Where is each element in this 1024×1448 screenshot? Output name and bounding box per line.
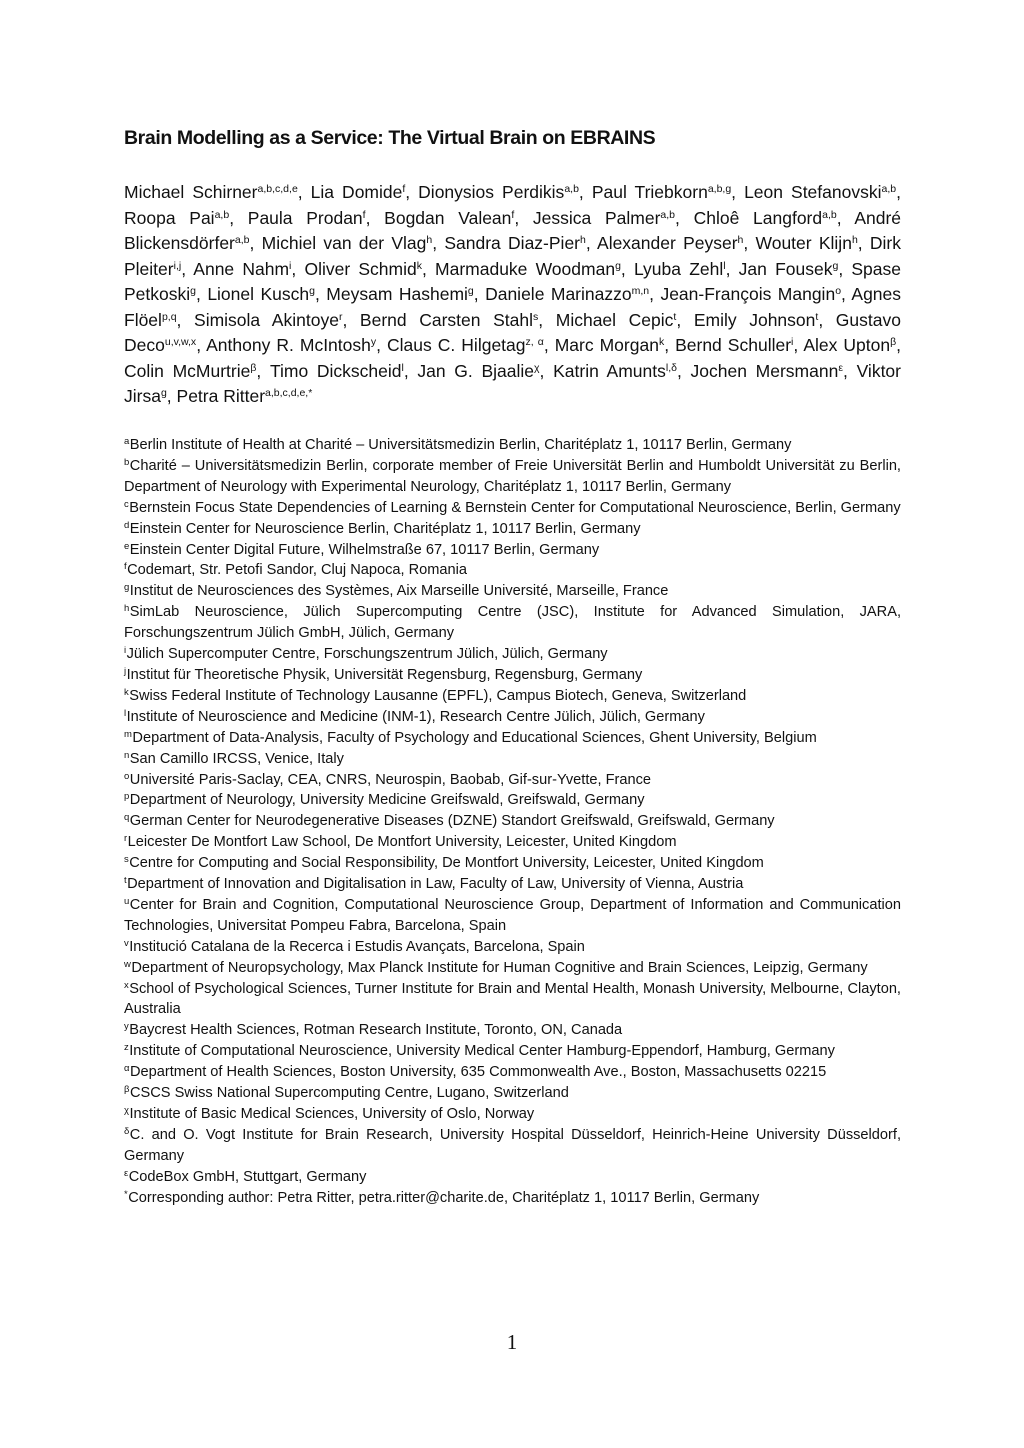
author-affiliation-marker: χ xyxy=(534,361,540,374)
affiliation-key: n xyxy=(124,749,130,761)
author-affiliation-marker: t xyxy=(673,310,677,323)
affiliation xyxy=(124,1020,901,1041)
author xyxy=(634,259,726,279)
affiliation-key: i xyxy=(124,645,127,657)
author-name: Emily Johnson xyxy=(693,309,816,330)
author-affiliation-marker: u,v,w,x xyxy=(164,336,197,348)
author-affiliation-marker: g xyxy=(190,285,196,297)
author xyxy=(435,259,621,279)
author xyxy=(756,233,858,253)
author-name: Leon Stefanovski xyxy=(744,182,882,202)
affiliation-key: c xyxy=(124,498,129,510)
author-affiliation-marker: f xyxy=(511,208,515,221)
affiliation xyxy=(124,1062,901,1083)
affiliation-key: a xyxy=(124,436,130,447)
author-affiliation-marker: o xyxy=(835,285,842,297)
affiliation xyxy=(124,1041,901,1062)
author-name: Dionysios Perdikis xyxy=(418,182,565,202)
affiliation-text: C. and O. Vogt Institute for Brain Research, University Hospital Düsseldorf, Heinrich-Heine University Düsseldorf, Germany xyxy=(124,1126,901,1164)
affiliation-text: Institute of Computational Neuroscience, University Medical Center Hamburg-Eppendorf, Hamburg, Germany xyxy=(129,1043,835,1060)
author xyxy=(207,284,315,304)
author-name: Anthony R. McIntosh xyxy=(206,335,371,355)
author xyxy=(124,361,256,381)
affiliation-text: Corresponding author: Petra Ritter, petra.ritter@charite.de, Charitéplatz 1, 10117 Berlin, Germany xyxy=(128,1189,760,1206)
author-name: Roopa Pai xyxy=(124,207,215,228)
author xyxy=(304,259,422,279)
author-affiliation-marker: m,n xyxy=(631,285,650,297)
affiliation-text: Institute of Basic Medical Sciences, University of Oslo, Norway xyxy=(129,1106,535,1122)
affiliation-key: f xyxy=(124,561,127,573)
affiliation-text: Department of Health Sciences, Boston University, 635 Commonwealth Ave., Boston, Massachusetts 02215 xyxy=(130,1064,827,1081)
affiliation-key: x xyxy=(124,979,129,991)
author-name: Sandra Diaz-Pier xyxy=(444,233,581,253)
author-affiliation-marker: r xyxy=(338,310,343,323)
author-affiliation-marker: a,b xyxy=(822,208,837,221)
affiliation-key: q xyxy=(124,812,130,824)
affiliation-text: Department of Data-Analysis, Faculty of Psychology and Educational Sciences, Ghent University, Belgium xyxy=(132,729,817,746)
author xyxy=(444,233,586,253)
author-name: Dirk Pleiter xyxy=(124,233,902,279)
author-name: Paula Prodan xyxy=(247,207,363,228)
affiliation-text: Institute of Neuroscience and Medicine (INM-1), Research Centre Jülich, Jülich, Germany xyxy=(126,708,705,725)
affiliation-text: San Camillo IRCSS, Venice, Italy xyxy=(129,750,344,767)
affiliation-key: β xyxy=(124,1084,130,1096)
author-affiliation-marker: ε xyxy=(838,361,844,374)
affiliation-key: s xyxy=(124,854,129,866)
author xyxy=(262,233,433,253)
author-affiliation-marker: g xyxy=(615,259,621,272)
author-name: Lia Domide xyxy=(310,182,403,202)
author-name: Chloê Langford xyxy=(693,207,823,228)
affiliation xyxy=(124,435,901,456)
affiliation-text: Institut de Neurosciences des Systèmes, Aix Marseille Université, Marseille, France xyxy=(129,583,669,600)
author-list: Michael Schirner$^{a,b,c,d,e}$, Lia Domide$^f$, Dionysios Perdikis$^{a,b}$, Paul Triebkorn$^{a,b,g}$, Leon Stefanovski$^{a,b}$, Roopa Pai$^{a,b}$, Paula Prodan$^f$, Bogdan Valean$^f$, Jessica Palmer$^{a,b}$, Chloê Langford$^{a,b}$, André Blickensdörfer$^{a,b}$, Michiel van der Vlag$^h$, Sandra Diaz-Pier$^h$, Alexander Peyser$^h$, Wouter Klijn$^h$, Dirk Pleiter$^{i,j}$, Anne Nahm$^i$, Oliver Schmid$^k$, Marmaduke Woodman$^g$, Lyuba Zehl$^l$, Jan Fousek$^g$, Spase Petkoski$^g$, Lionel Kusch$^g$, Meysam Hashemi$^g$, Daniele Marinazzo$^{m,n}$, Jean-François Mangin$^o$, Agnes Flöel$^{p,q}$, Simisola Akintoye$^r$, Bernd Carsten Stahl$^s$, Michael Cepic$^t$, Emily Johnson$^t$, Gustavo Deco$^{u,v,w,x}$, Anthony R. McIntosh$^y$, Claus C. Hilgetag$^{z, \alpha}$, Marc Morgan$^k$, Bernd Schuller$^i$, Alex Upton$^\beta$, Colin McMurtrie$^\beta$, Timo Dickscheid$^l$, Jan G. Bjaalie$^\chi$, Katrin Amunts$^{l,\delta}$, Jochen Mersmann$^\varepsilon$, Viktor Jirsa$^g$, Petra Ritter$^{a,b,c,d,e,*}$ xyxy=(124,182,902,406)
author-affiliation-marker: g xyxy=(467,285,474,297)
affiliation xyxy=(124,686,901,707)
author-affiliation-marker: f xyxy=(362,208,366,221)
affiliation xyxy=(124,749,901,770)
author-affiliation-marker: a,b,c,d,e xyxy=(257,183,298,195)
author-affiliation-marker: l xyxy=(401,361,404,374)
affiliation-text: Baycrest Health Sciences, Rotman Research Institute, Toronto, ON, Canada xyxy=(129,1022,623,1039)
author xyxy=(384,208,514,228)
affiliation xyxy=(124,937,901,958)
author-name: Jan G. Bjaalie xyxy=(417,360,535,381)
author-name: Viktor Jirsa xyxy=(124,360,901,406)
affiliation xyxy=(124,811,901,832)
author-name: Simisola Akintoye xyxy=(194,309,339,330)
author-affiliation-marker: a,b xyxy=(234,234,250,246)
affiliation xyxy=(124,707,901,728)
author xyxy=(326,284,473,304)
author-name: Alex Upton xyxy=(803,335,891,355)
affiliation-key: r xyxy=(124,833,128,845)
affiliation xyxy=(124,1104,901,1125)
paper-title: Brain Modelling as a Service: The Virtual Brain on EBRAINS xyxy=(124,127,656,149)
author-affiliation-marker: h xyxy=(426,234,433,246)
affiliation xyxy=(124,1188,901,1209)
affiliation-key: δ xyxy=(124,1125,130,1137)
affiliation-key: p xyxy=(124,791,130,803)
affiliation xyxy=(124,602,901,644)
author-name: Jean-François Mangin xyxy=(660,284,836,304)
author-name: Bogdan Valean xyxy=(384,207,512,228)
affiliation xyxy=(124,519,901,540)
author xyxy=(691,361,843,381)
affiliation-text: Centre for Computing and Social Responsibility, De Montfort University, Leicester, United Kingdom xyxy=(129,855,764,872)
author-affiliation-marker: i xyxy=(791,336,794,348)
author-name: Paul Triebkorn xyxy=(591,182,708,202)
author xyxy=(417,361,539,381)
author xyxy=(675,335,793,355)
affiliation xyxy=(124,874,901,895)
author-affiliation-marker: z, α xyxy=(525,336,544,348)
author-name: Oliver Schmid xyxy=(304,258,417,279)
affiliation-text: CSCS Swiss National Supercomputing Centre, Lugano, Switzerland xyxy=(129,1085,569,1102)
author-affiliation-marker: β xyxy=(250,361,257,374)
author-name: Michiel van der Vlag xyxy=(261,233,427,253)
author-affiliation-marker: h xyxy=(851,234,858,246)
author xyxy=(418,182,579,202)
author xyxy=(248,208,366,228)
affiliation-key: α xyxy=(124,1063,130,1075)
affiliation xyxy=(124,560,901,581)
affiliation-text: Einstein Center Digital Future, Wilhelmstraße 67, 10117 Berlin, Germany xyxy=(129,541,600,558)
affiliation-text: Center for Brain and Cognition, Computational Neuroscience Group, Department of Information and Communication Technologies, Universitat Pompeu Fabra, Barcelona, Spain xyxy=(124,896,901,934)
affiliation-key: ε xyxy=(124,1167,129,1179)
author-affiliation-marker: l,δ xyxy=(665,361,677,374)
author xyxy=(555,335,665,355)
author-affiliation-marker: a,b xyxy=(214,208,230,221)
author-name: Meysam Hashemi xyxy=(326,284,468,304)
affiliation xyxy=(124,790,901,811)
author xyxy=(124,208,229,228)
author-affiliation-marker: s xyxy=(533,310,539,323)
affiliation-key: v xyxy=(124,937,129,949)
author xyxy=(739,259,839,279)
author-name: Lyuba Zehl xyxy=(633,258,724,279)
author-affiliation-marker: a,b,c,d,e,* xyxy=(265,387,313,399)
affiliation xyxy=(124,832,901,853)
author-affiliation-marker: g xyxy=(160,387,167,399)
affiliation xyxy=(124,979,901,1021)
affiliation xyxy=(124,853,901,874)
page-number: 1 xyxy=(506,1330,518,1354)
author xyxy=(311,182,406,202)
author xyxy=(660,284,841,304)
author-name: André Blickensdörfer xyxy=(124,207,902,253)
affiliation-key: l xyxy=(124,707,127,719)
author-affiliation-marker: k xyxy=(416,259,422,272)
affiliation-key: e xyxy=(124,540,130,552)
affiliation-key: b xyxy=(124,456,130,468)
affiliation-key: z xyxy=(124,1042,129,1054)
affiliation-text: Institut für Theoretische Physik, Universität Regensburg, Regensburg, Germany xyxy=(126,666,643,683)
author xyxy=(193,259,291,279)
affiliation xyxy=(124,540,901,561)
affiliation-key: w xyxy=(124,958,131,970)
affiliation-key: d xyxy=(124,519,130,531)
affiliation-key: h xyxy=(124,603,130,615)
author-affiliation-marker: f xyxy=(402,183,406,195)
author-affiliation-marker: t xyxy=(815,310,819,323)
affiliation-text: Einstein Center for Neuroscience Berlin, Charitéplatz 1, 10117 Berlin, Germany xyxy=(129,520,641,537)
author xyxy=(694,208,837,228)
affiliation xyxy=(124,1083,901,1104)
affiliation-text: Jülich Supercomputer Centre, Forschungszentrum Jülich, Jülich, Germany xyxy=(126,646,608,663)
author xyxy=(206,335,376,355)
author-affiliation-marker: k xyxy=(658,336,665,348)
affiliation-text: German Center for Neurodegenerative Diseases (DZNE) Standort Greifswald, Greifswald, Germany xyxy=(129,813,775,830)
affiliation xyxy=(124,456,901,498)
author-affiliation-marker: g xyxy=(309,285,315,297)
author xyxy=(592,182,731,202)
author-name: Spase Petkoski xyxy=(124,258,901,304)
affiliation-text: Bernstein Focus State Dependencies of Learning & Bernstein Center for Computational Neuroscience, Berlin, Germany xyxy=(129,499,901,516)
author-name: Bernd Carsten Stahl xyxy=(359,309,534,330)
author-name: Gustavo Deco xyxy=(124,309,901,355)
author-name: Jan Fousek xyxy=(738,258,833,279)
author-name: Jessica Palmer xyxy=(532,207,661,228)
affiliation-key: j xyxy=(124,665,127,677)
author xyxy=(360,310,538,330)
author-name: Daniele Marinazzo xyxy=(485,284,632,304)
author-name: Claus C. Hilgetag xyxy=(387,335,526,355)
author-name: Wouter Klijn xyxy=(755,233,852,253)
author xyxy=(803,335,896,355)
affiliation-key: t xyxy=(124,875,127,887)
affiliation xyxy=(124,958,901,979)
author-affiliation-marker: l xyxy=(723,259,726,272)
author-affiliation-marker: β xyxy=(890,336,897,348)
affiliation-key: u xyxy=(124,895,130,907)
author xyxy=(694,310,818,330)
affiliation xyxy=(124,581,901,602)
affiliation xyxy=(124,728,901,749)
author-affiliation-marker: i,j xyxy=(173,259,182,272)
affiliation-text: CodeBox GmbH, Stuttgart, Germany xyxy=(128,1168,367,1185)
author-affiliation-marker: h xyxy=(580,234,586,246)
author xyxy=(387,335,544,355)
author xyxy=(553,361,677,381)
author-affiliation-marker: g xyxy=(832,259,839,272)
author xyxy=(177,386,313,406)
author xyxy=(744,182,896,202)
author xyxy=(194,310,342,330)
affiliation-key: g xyxy=(124,582,130,594)
author-name: Anne Nahm xyxy=(193,258,290,279)
affiliation-key: o xyxy=(124,770,130,782)
author xyxy=(556,310,677,330)
affiliation-list xyxy=(124,435,901,1209)
affiliation-key: k xyxy=(124,686,129,698)
author-name: Marmaduke Woodman xyxy=(435,258,616,279)
author-name: Colin McMurtrie xyxy=(124,360,251,381)
affiliation-key: * xyxy=(124,1188,128,1200)
author xyxy=(270,361,404,381)
author-affiliation-marker: a,b xyxy=(881,183,897,195)
affiliation xyxy=(124,644,901,665)
author-name: Petra Ritter xyxy=(176,386,266,406)
affiliation-text: Institució Catalana de la Recerca i Estudis Avançats, Barcelona, Spain xyxy=(129,938,585,955)
affiliation-text: SimLab Neuroscience, Jülich Supercomputing Centre (JSC), Institute for Advanced Simulation, JARA, Forschungszentrum Jülich GmbH, Jülich, Germany xyxy=(124,604,901,642)
affiliation-text: Swiss Federal Institute of Technology Lausanne (EPFL), Campus Biotech, Geneva, Switzerland xyxy=(129,687,747,704)
affiliation xyxy=(124,498,901,519)
affiliation-key: m xyxy=(124,728,132,740)
author-name: Lionel Kusch xyxy=(207,284,310,304)
author-affiliation-marker: p,q xyxy=(161,310,177,323)
affiliation xyxy=(124,665,901,686)
affiliation xyxy=(124,1125,901,1167)
affiliation xyxy=(124,770,901,791)
affiliation-text: Codemart, Str. Petofi Sandor, Cluj Napoca, Romania xyxy=(127,562,468,579)
author-name: Michael Cepic xyxy=(555,309,674,330)
author-affiliation-marker: h xyxy=(737,234,744,246)
author xyxy=(533,208,675,228)
author-affiliation-marker: a,b xyxy=(564,183,579,195)
affiliation-text: Université Paris-Saclay, CEA, CNRS, Neurospin, Baobab, Gif-sur-Yvette, France xyxy=(129,771,652,788)
author xyxy=(485,284,649,304)
author-name: Marc Morgan xyxy=(554,335,659,355)
affiliation-key: y xyxy=(124,1021,129,1033)
affiliation-text: Department of Innovation and Digitalisation in Law, Faculty of Law, University of Vienna, Austria xyxy=(127,876,744,893)
author-affiliation-marker: i xyxy=(289,259,292,272)
author-name: Katrin Amunts xyxy=(553,360,666,381)
affiliation-text: Leicester De Montfort Law School, De Montfort University, Leicester, United Kingdom xyxy=(127,834,677,851)
affiliation-text: Department of Neuropsychology, Max Planck Institute for Human Cognitive and Brain Sciences, Leipzig, Germany xyxy=(131,959,868,976)
author-name: Timo Dickscheid xyxy=(269,360,402,381)
author xyxy=(124,182,298,202)
author-name: Agnes Flöel xyxy=(124,284,902,330)
author-affiliation-marker: a,b,g xyxy=(707,183,732,195)
affiliation-text: Charité – Universitätsmedizin Berlin, corporate member of Freie Universität Berlin and Humboldt Universität zu Berlin, Department of Neurology with Experimental Neurology, Charitéplatz 1, 10117 Berlin, Germany xyxy=(124,457,901,495)
author-name: Jochen Mersmann xyxy=(690,360,839,381)
affiliation-text: School of Psychological Sciences, Turner Institute for Brain and Mental Health, Monash University, Melbourne, Clayton, Australia xyxy=(124,980,901,1018)
author-name: Bernd Schuller xyxy=(675,335,792,355)
author-name: Michael Schirner xyxy=(124,182,258,202)
affiliation-text: Department of Neurology, University Medicine Greifswald, Greifswald, Germany xyxy=(129,792,645,809)
author-affiliation-marker: y xyxy=(370,336,377,348)
author-affiliation-marker: a,b xyxy=(660,208,676,221)
affiliation-text: Berlin Institute of Health at Charité – Universitätsmedizin Berlin, Charitéplatz 1, 10117 Berlin, Germany xyxy=(129,437,792,453)
affiliation-key: χ xyxy=(124,1105,129,1116)
author xyxy=(597,233,743,253)
author-name: Alexander Peyser xyxy=(597,233,738,253)
affiliation xyxy=(124,895,901,937)
affiliation xyxy=(124,1167,901,1188)
